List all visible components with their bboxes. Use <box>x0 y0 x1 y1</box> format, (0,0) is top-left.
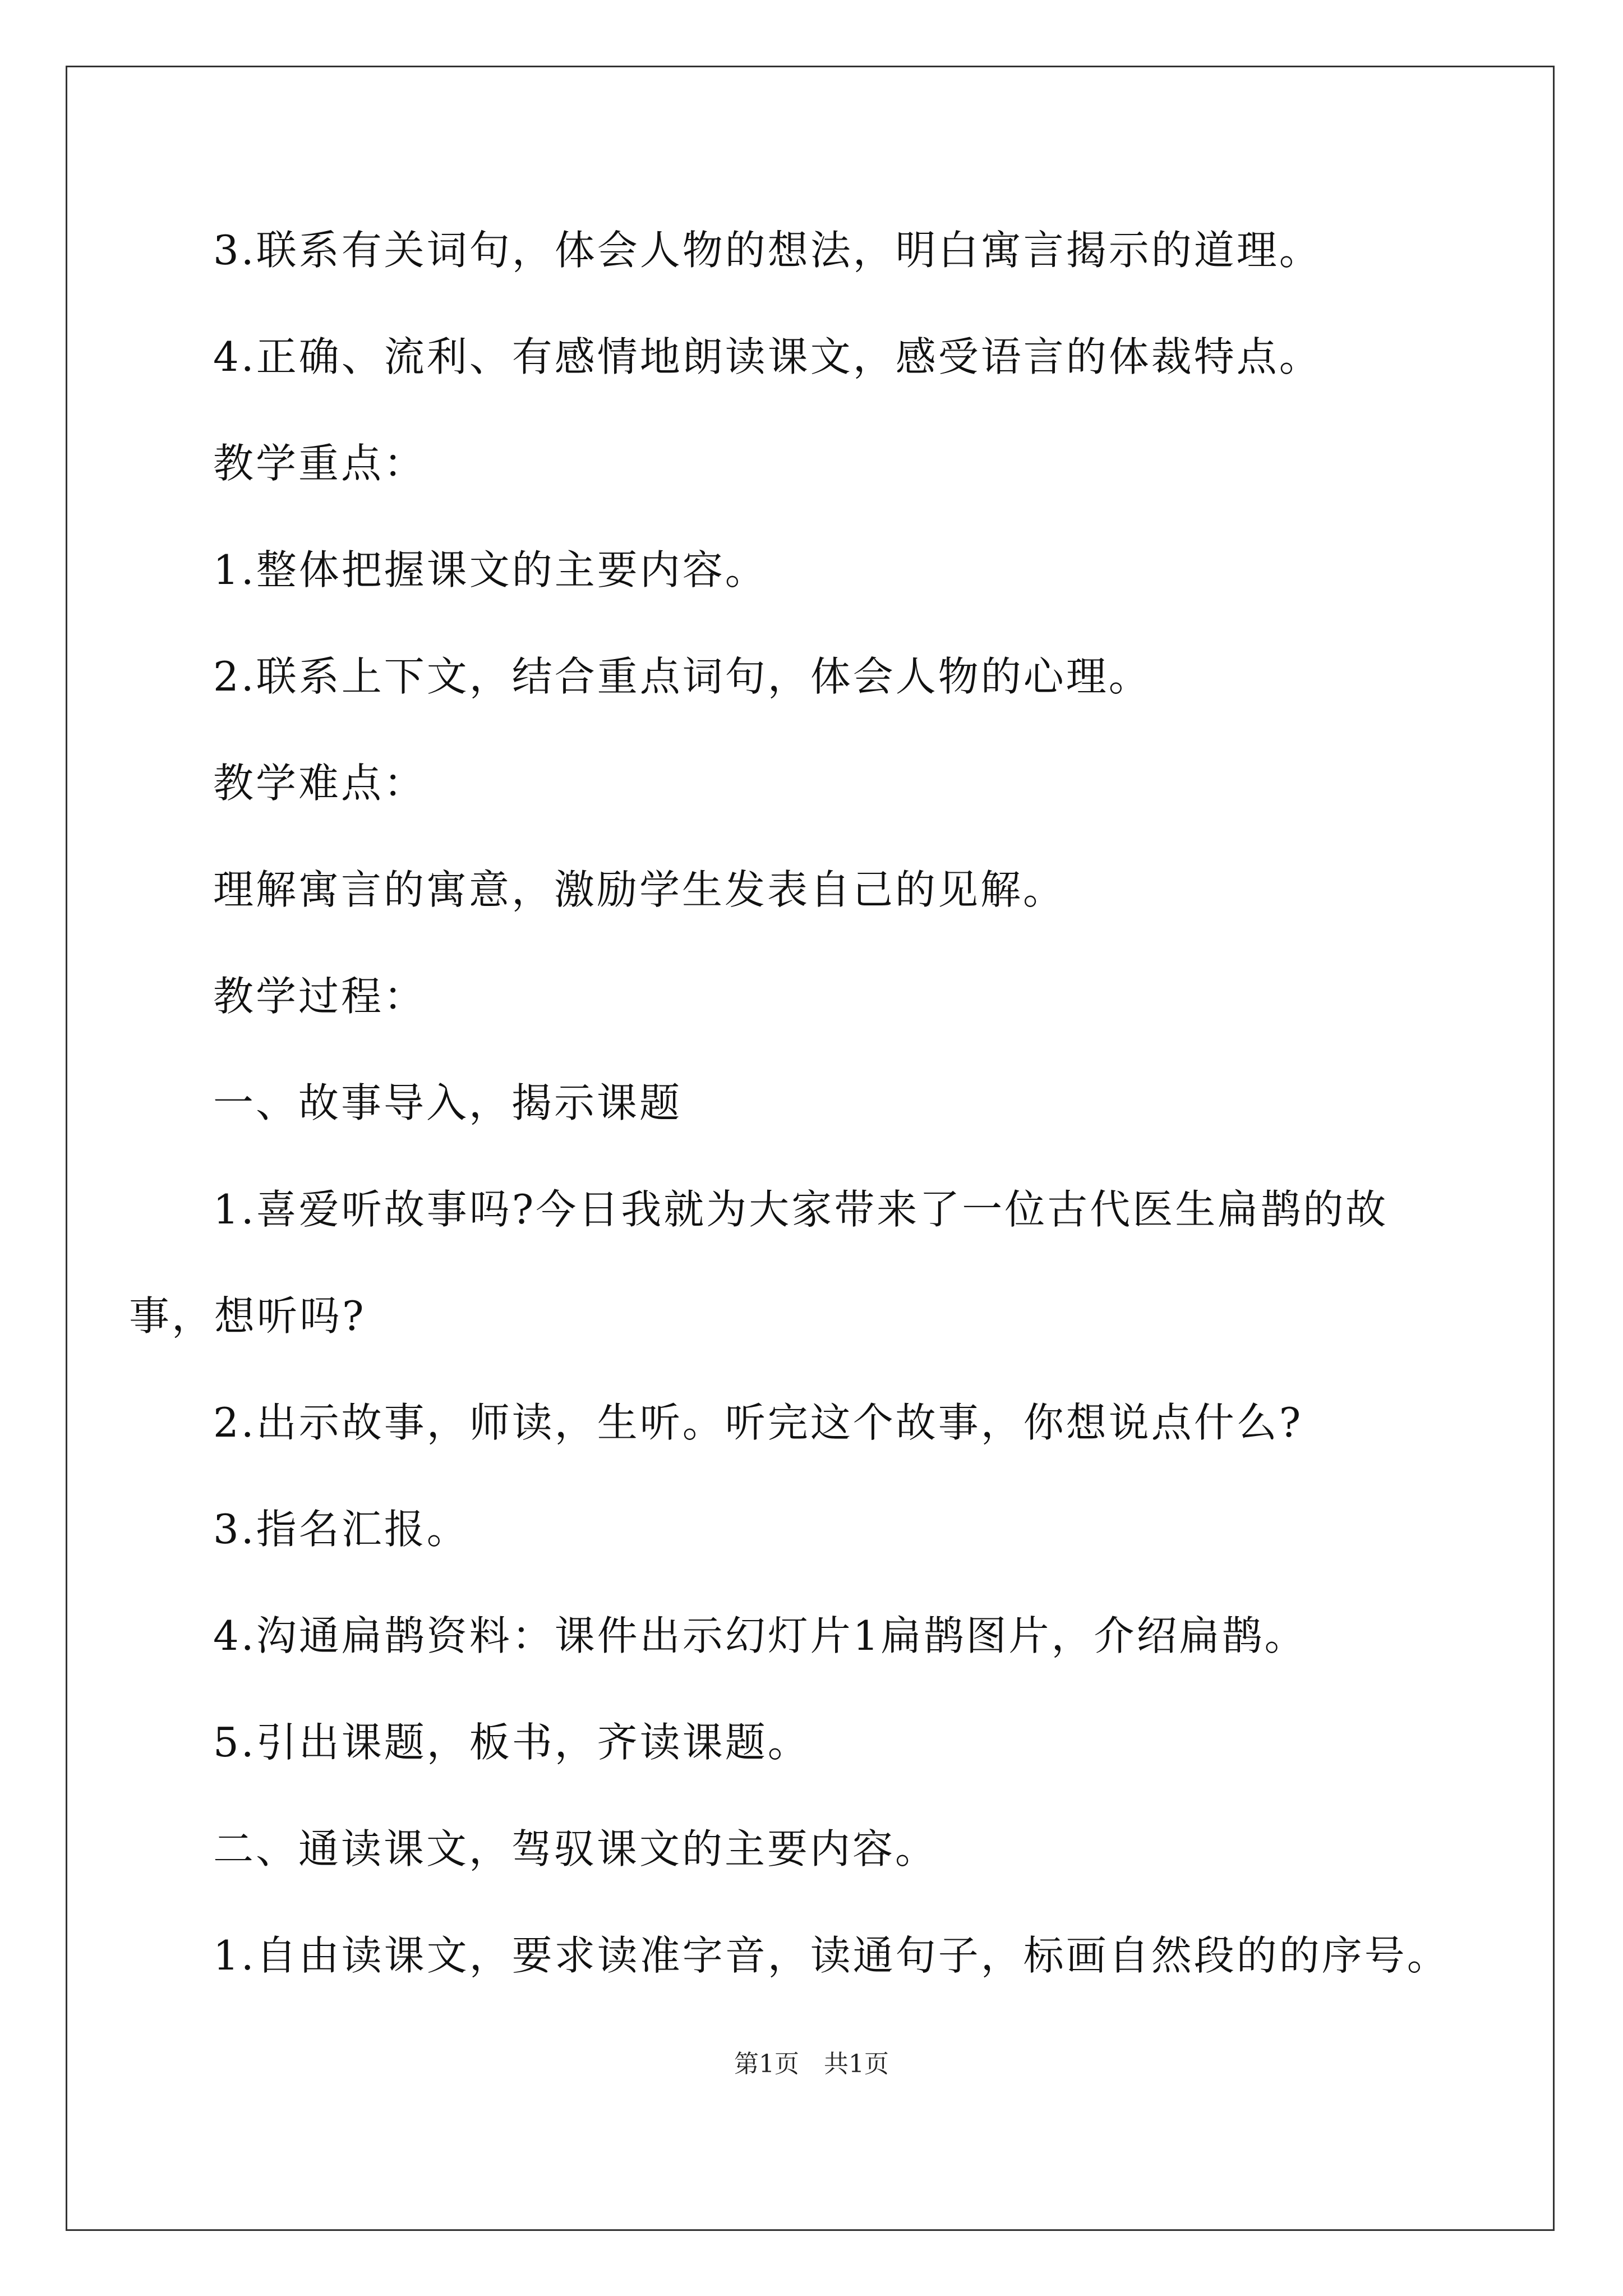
paragraph: 2.出示故事，师读，生听。听完这个故事，你想说点什么? <box>213 1399 1303 1446</box>
paragraph: 2.联系上下文，结合重点词句，体会人物的心理。 <box>213 653 1151 700</box>
paragraph: 4.沟通扁鹊资料：课件出示幻灯片1扁鹊图片，介绍扁鹊。 <box>213 1612 1307 1659</box>
section-heading: 二、通读课文，驾驭课文的主要内容。 <box>213 1825 938 1872</box>
section-heading: 一、故事导入，揭示课题 <box>213 1079 683 1126</box>
section-heading: 教学难点： <box>213 760 427 807</box>
section-heading: 教学重点： <box>213 440 427 487</box>
paragraph: 5.引出课题，板书，齐读课题。 <box>213 1719 810 1766</box>
paragraph: 1.整体把握课文的主要内容。 <box>213 546 768 593</box>
paragraph: 3.联系有关词句，体会人物的想法，明白寓言揭示的道理。 <box>213 227 1322 274</box>
section-heading: 教学过程： <box>213 973 427 1020</box>
paragraph-continuation: 事，想听吗? <box>129 1292 366 1340</box>
paragraph: 1.自由读课文，要求读准字音，读通句子，标画自然段的的序号。 <box>213 1932 1450 1979</box>
paragraph: 3.指名汇报。 <box>213 1506 469 1553</box>
paragraph: 4.正确、流利、有感情地朗读课文，感受语言的体裁特点。 <box>213 333 1322 380</box>
page-number-footer: 第1页 共1页 <box>734 2050 889 2078</box>
paragraph: 1.喜爱听故事吗?今日我就为大家带来了一位古代医生扁鹊的故 <box>213 1186 1389 1233</box>
paragraph: 理解寓言的寓意，激励学生发表自己的见解。 <box>213 866 1066 913</box>
